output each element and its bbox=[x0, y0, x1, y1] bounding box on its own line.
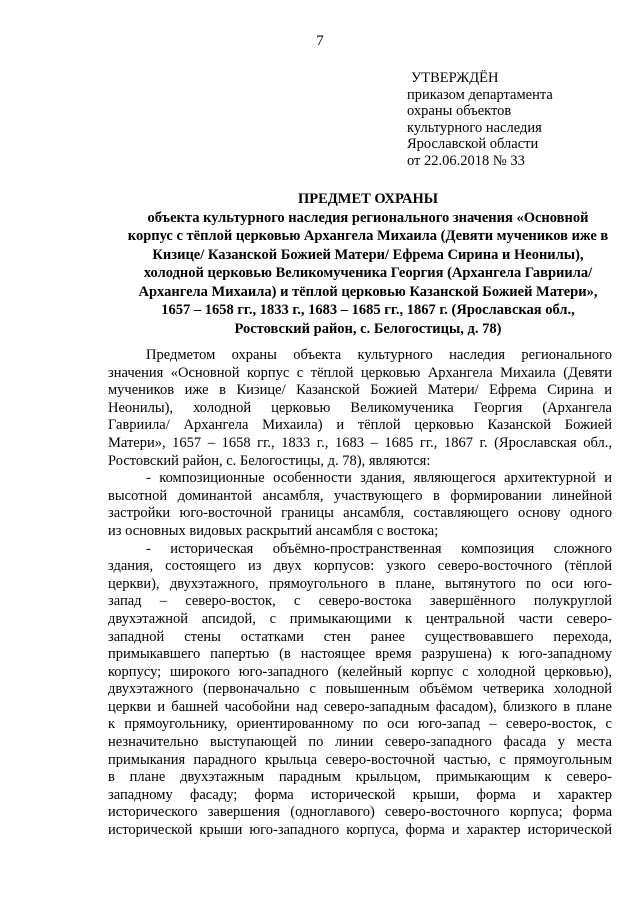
text-line: корпусу; широкого юго-западного (келейный корпус с холодной церковью), bbox=[108, 663, 612, 680]
text-line: - историческая объёмно-пространственная композиция сложного bbox=[146, 540, 612, 557]
approval-stamp bbox=[407, 70, 553, 169]
text-line: мучеников иже в Кизице/ Казанской Божией Матери/ Ефрема Сирина и bbox=[108, 382, 612, 399]
text-line: церкви), двухэтажного, прямоугольного в плане, вытянутого по оси юго- bbox=[108, 575, 612, 592]
heading-line: Ростовский район, с. Белогостицы, д. 78) bbox=[234, 320, 502, 337]
document-heading bbox=[108, 190, 628, 338]
text-line: незначительно выступающей по линии северо-западного фасада у места bbox=[108, 734, 612, 751]
text-line: запад – северо-восток, с северо-востока завершённого полукруглой bbox=[108, 593, 612, 610]
text-line: примыкания парадного крыльца северо-восточной частью, с прямоугольным bbox=[108, 751, 612, 768]
approval-title: УТВЕРЖДЁН bbox=[411, 70, 499, 86]
heading-line: 1657 – 1658 гг., 1833 г., 1683 – 1685 гг., 1867 г. (Ярославская обл., bbox=[161, 302, 575, 318]
text-line: Матери», 1657 – 1658 гг., 1833 г., 1683 – 1685 гг., 1867 г. (Ярославская обл., bbox=[108, 434, 612, 451]
paragraph-composition bbox=[108, 470, 612, 540]
text-line: в плане двухэтажным парадным крыльцом, примыкающим к северо- bbox=[108, 769, 612, 786]
text-line: двухэтажного (первоначально с повышенным объёмом четверика холодной bbox=[108, 681, 612, 698]
text-line: примыкавшего папертью (в настоящее время разрушена) к юго-западному bbox=[108, 646, 612, 663]
heading-line: Кизице/ Казанской Божией Матери/ Ефрема Сирина и Неонилы), bbox=[152, 246, 584, 263]
text-line: исторического завершения (одноглавого) северо-восточного корпуса; форма bbox=[108, 804, 612, 821]
paragraph-volume-composition bbox=[108, 541, 612, 840]
text-line: Ростовский район, с. Белогостицы, д. 78), являются: bbox=[108, 452, 431, 469]
heading-title: ПРЕДМЕТ ОХРАНЫ bbox=[297, 191, 439, 207]
text-line: западной стены остатками стен ранее существовавшего перехода, bbox=[108, 628, 612, 645]
heading-line: Архангела Михаила) и тёплой церковью Казанской Божией Матери», bbox=[138, 283, 598, 300]
heading-line: объекта культурного наследия регионального значения «Основной bbox=[147, 209, 589, 226]
text-line: - композиционные особенности здания, являющегося архитектурной и bbox=[146, 470, 612, 487]
text-line: Гавриила/ Архангела Михаила) и тёплой церковью Казанской Божией bbox=[108, 417, 612, 434]
approval-line: приказом департамента bbox=[407, 86, 553, 103]
heading-line: холодной церковью Великомученика Георгия (Архангела Гавриила/ bbox=[143, 265, 593, 281]
document-body bbox=[108, 347, 612, 840]
text-line: двухэтажной апсидой, с примыкающими к центральной части северо- bbox=[108, 610, 612, 627]
text-line: застройки юго-восточной границы ансамбля, составляющего основу одного bbox=[108, 505, 612, 522]
approval-line: культурного наследия bbox=[407, 119, 542, 136]
text-line: исторической крыши юго-западного корпуса, форма и характер исторической bbox=[108, 822, 612, 839]
page-number: 7 bbox=[316, 33, 324, 49]
text-line: западному фасаду; форма исторической крыши, форма и характер bbox=[108, 786, 612, 803]
heading-line: корпус с тёплой церковью Архангела Михаила (Девяти мучеников иже в bbox=[127, 228, 609, 244]
approval-line: от 22.06.2018 № 33 bbox=[407, 152, 525, 169]
text-line: здания, состоящего из двух корпусов: узкого северо-восточного (тёплой bbox=[108, 558, 612, 575]
text-line: Неонилы), холодной церковью Великомученика Георгия (Архангела bbox=[108, 399, 612, 416]
text-line: значения «Основной корпус с тёплой церковью Архангела Михаила (Девяти bbox=[108, 364, 612, 381]
text-line: Предметом охраны объекта культурного наследия регионального bbox=[146, 347, 612, 363]
text-line: церкви и башней часобойни над северо-западным фасадом), близкого в плане bbox=[108, 698, 612, 715]
text-line: высотной доминантой ансамбля, участвующего в формировании линейной bbox=[108, 487, 612, 504]
approval-line: охраны объектов bbox=[407, 103, 512, 119]
text-line: к прямоугольнику, ориентированному по оси юго-запад – северо-восток, с bbox=[108, 716, 612, 733]
approval-line: Ярославской области bbox=[407, 136, 539, 152]
paragraph-intro bbox=[108, 347, 612, 470]
text-line: из основных видовых раскрытий ансамбля с востока; bbox=[108, 522, 439, 539]
